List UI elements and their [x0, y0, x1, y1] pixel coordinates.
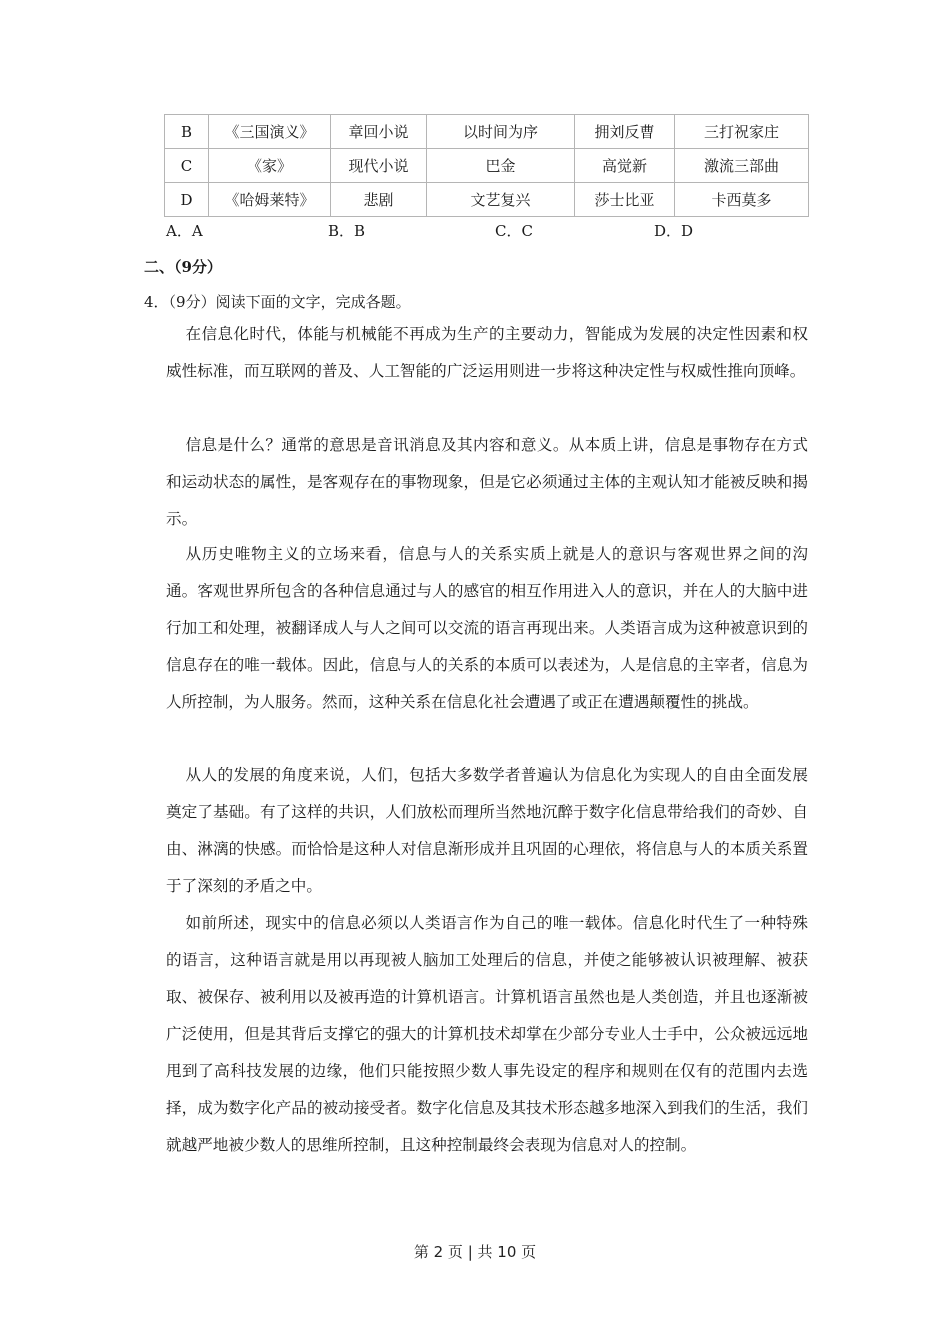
passage-paragraph: 信息是什么？通常的意思是音讯消息及其内容和意义。从本质上讲，信息是事物存在方式和运动状态的属性，是客观存在的事物现象，但是它必须通过主体的主观认知才能被反映和揭示。	[166, 436, 808, 528]
passage-paragraph: 在信息化时代，体能与机械能不再成为生产的主要动力，智能成为发展的决定性因素和权威性标准，而互联网的普及、人工智能的广泛运用则进一步将这种决定性与权威性推向顶峰。	[166, 325, 808, 380]
table-cell: 高觉新	[575, 149, 675, 183]
table-cell: 以时间为序	[427, 115, 575, 149]
table-cell: 悲剧	[331, 183, 427, 217]
table-cell: 巴金	[427, 149, 575, 183]
choice-d: D．D	[654, 222, 694, 240]
choice-c: C．C	[495, 222, 533, 240]
table-cell: 《哈姆莱特》	[209, 183, 331, 217]
table-cell: 卡西莫多	[675, 183, 809, 217]
table-cell: 文艺复兴	[427, 183, 575, 217]
answer-choices	[166, 220, 806, 240]
options-table	[164, 114, 809, 217]
table-cell: 莎士比亚	[575, 183, 675, 217]
table-cell: 激流三部曲	[675, 149, 809, 183]
choice-a: A．A	[166, 222, 203, 240]
table-cell: 三打祝家庄	[675, 115, 809, 149]
page-footer: 第 2 页 | 共 10 页	[413, 1243, 537, 1261]
passage-paragraph: 如前所述，现实中的信息必须以人类语言作为自己的唯一载体。信息化时代生了一种特殊的语言，这种语言就是用以再现被人脑加工处理后的信息，并使之能够被认识被理解、被获取、被保存、被利用以及被再造的计算机语言。计算机语言虽然也是人类创造，并且也逐渐被广泛使用，但是其背后支撑它的强大的计算机技术却掌在少部分专业人士手中，公众被远远地甩到了高科技发展的边缘，他们只能按照少数人事先设定的程序和规则在仅有的范围内去选择，成为数字化产品的被动接受者。数字化信息及其技术形态越多地深入到我们的生活，我们就越严地被少数人的思维所控制，且这种控制最终会表现为信息对人的控制。	[166, 914, 808, 1154]
table-row	[165, 115, 809, 149]
question-prompt: 4．（9分）阅读下面的文字，完成各题。	[144, 293, 411, 311]
row-label: C	[165, 149, 209, 183]
table-cell: 《三国演义》	[209, 115, 331, 149]
section-heading: 二、（9分）	[144, 258, 222, 276]
passage-paragraph: 从历史唯物主义的立场来看，信息与人的关系实质上就是人的意识与客观世界之间的沟通。客观世界所包含的各种信息通过与人的感官的相互作用进入人的意识，并在人的大脑中进行加工和处理，被翻译成人与人之间可以交流的语言再现出来。人类语言成为这种被意识到的信息存在的唯一载体。因此，信息与人的关系的本质可以表述为，人是信息的主宰者，信息为人所控制，为人服务。然而，这种关系在信息化社会遭遇了或正在遭遇颠覆性的挑战。	[166, 545, 808, 711]
table-cell: 现代小说	[331, 149, 427, 183]
table-row	[165, 183, 809, 217]
table-cell: 拥刘反曹	[575, 115, 675, 149]
table-cell: 章回小说	[331, 115, 427, 149]
passage-paragraph: 从人的发展的角度来说，人们，包括大多数学者普遍认为信息化为实现人的自由全面发展奠定了基础。有了这样的共识，人们放松而理所当然地沉醉于数字化信息带给我们的奇妙、自由、淋漓的快感。而恰恰是这种人对信息渐形成并且巩固的心理依，将信息与人的本质关系置于了深刻的矛盾之中。	[166, 766, 808, 895]
choice-b: B．B	[328, 222, 366, 240]
row-label: B	[165, 115, 209, 149]
row-label: D	[165, 183, 209, 217]
table-cell: 《家》	[209, 149, 331, 183]
table-row	[165, 149, 809, 183]
